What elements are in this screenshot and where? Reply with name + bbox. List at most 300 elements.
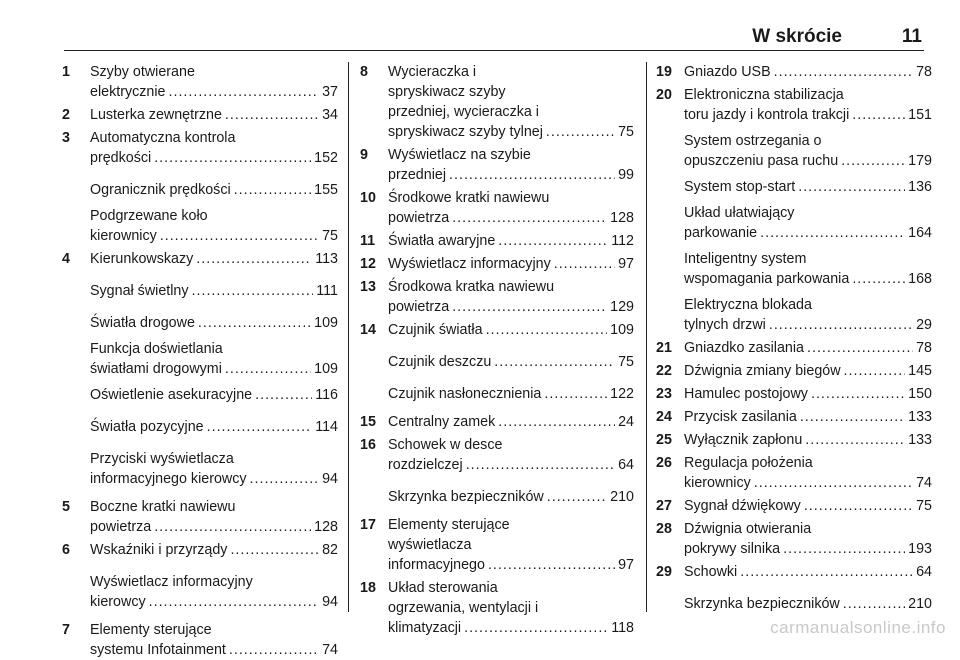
dot-leader <box>494 352 615 372</box>
entry-line: Układ ułatwiający <box>684 205 795 221</box>
entry-line: przedniej, wycieraczka i <box>388 104 539 120</box>
page-reference[interactable]: 97 <box>618 557 634 573</box>
dot-leader <box>250 469 320 489</box>
entry-text <box>684 594 932 614</box>
entry-text <box>388 254 634 274</box>
entry-number <box>360 487 388 507</box>
index-entry <box>656 496 932 516</box>
index-entry <box>62 540 338 560</box>
entry-reference-line <box>684 562 932 582</box>
index-entry <box>656 519 932 559</box>
entry-label: Hamulec postojowy <box>684 386 808 402</box>
entry-line: Układ sterowania <box>388 580 498 596</box>
index-entry <box>656 131 932 171</box>
entry-number: 19 <box>656 64 672 80</box>
page-reference[interactable]: 64 <box>618 457 634 473</box>
page-header <box>64 0 924 52</box>
entry-text <box>684 430 932 450</box>
dot-leader <box>488 555 615 575</box>
entry-reference-line <box>388 231 634 251</box>
index-column-1 <box>62 62 338 660</box>
entry-number: 5 <box>62 499 70 515</box>
entry-reference-line <box>388 618 634 638</box>
index-entry <box>656 203 932 243</box>
page-reference[interactable]: 74 <box>916 475 932 491</box>
entry-line: Elementy sterujące <box>90 622 212 638</box>
entry-text <box>90 105 338 125</box>
page-number: 11 <box>901 26 922 47</box>
entry-line: System ostrzegania o <box>684 133 822 149</box>
page-reference[interactable]: 94 <box>322 594 338 610</box>
entry-text <box>684 384 932 404</box>
index-entry <box>360 435 634 475</box>
entry-number: 3 <box>62 130 70 146</box>
entry-number: 2 <box>62 107 70 123</box>
index-entry <box>656 453 932 493</box>
entry-reference-line <box>388 165 634 185</box>
page-reference[interactable]: 128 <box>314 519 338 535</box>
entry-text <box>90 339 338 379</box>
dot-leader <box>546 122 615 142</box>
entry-reference-line <box>90 226 338 246</box>
entry-number: 24 <box>656 409 672 425</box>
dot-leader <box>198 313 311 333</box>
entry-reference-line <box>684 177 932 197</box>
entry-text <box>684 131 932 171</box>
column-divider <box>646 62 647 612</box>
dot-leader <box>544 384 607 404</box>
entry-label: Lusterka zewnętrzne <box>90 107 222 123</box>
index-entry <box>360 578 634 638</box>
dot-leader <box>230 540 319 560</box>
entry-number: 29 <box>656 564 672 580</box>
entry-number <box>360 384 388 404</box>
entry-text <box>684 338 932 358</box>
index-entry <box>360 352 634 372</box>
page-reference[interactable]: 210 <box>908 596 932 612</box>
entry-label: kierowcy <box>90 594 146 610</box>
entry-number: 16 <box>360 437 376 453</box>
entry-text <box>388 277 634 317</box>
entry-text <box>684 295 932 335</box>
dot-leader <box>452 297 607 317</box>
entry-line: Elementy sterujące <box>388 517 510 533</box>
dot-leader <box>225 359 311 379</box>
page-reference[interactable]: 150 <box>908 386 932 402</box>
index-entry <box>62 417 338 437</box>
entry-reference-line <box>684 338 932 358</box>
page-reference[interactable]: 109 <box>314 361 338 377</box>
entry-reference-line <box>684 384 932 404</box>
page-reference[interactable]: 75 <box>618 124 634 140</box>
index-entry <box>62 620 338 660</box>
dot-leader <box>196 249 312 269</box>
dot-leader <box>154 148 311 168</box>
entry-text <box>90 572 338 612</box>
index-entry <box>656 384 932 404</box>
entry-text <box>684 496 932 516</box>
entry-label: kierownicy <box>684 475 751 491</box>
page-reference[interactable]: 210 <box>610 489 634 505</box>
index-entry <box>360 277 634 317</box>
page-reference[interactable]: 75 <box>916 498 932 514</box>
entry-text <box>388 188 634 228</box>
entry-label: przedniej <box>388 167 447 183</box>
dot-leader <box>192 281 314 301</box>
index-column-2 <box>360 62 634 638</box>
entry-reference-line <box>90 385 338 405</box>
page-reference[interactable]: 111 <box>316 283 338 299</box>
page-reference[interactable]: 74 <box>322 642 338 658</box>
index-entry <box>656 562 932 582</box>
page-reference[interactable]: 109 <box>314 315 338 331</box>
dot-leader <box>234 180 311 200</box>
index-column-3 <box>656 62 932 614</box>
dot-leader <box>169 82 320 102</box>
dot-leader <box>498 412 615 432</box>
entry-number: 11 <box>360 233 376 249</box>
entry-line: Podgrzewane koło <box>90 208 208 224</box>
dot-leader <box>852 269 905 289</box>
dot-leader <box>466 455 615 475</box>
entry-number <box>62 449 90 489</box>
entry-reference-line <box>388 122 634 142</box>
dot-leader <box>225 105 319 125</box>
entry-reference-line <box>684 269 932 289</box>
entry-reference-line <box>90 640 338 660</box>
page-reference[interactable]: 37 <box>322 84 338 100</box>
dot-leader <box>844 361 906 381</box>
entry-text <box>684 62 932 82</box>
entry-label: Czujnik światła <box>388 322 483 338</box>
entry-reference-line <box>388 254 634 274</box>
entry-label: elektrycznie <box>90 84 166 100</box>
page-reference[interactable]: 145 <box>908 363 932 379</box>
column-divider <box>348 62 349 612</box>
dot-leader <box>769 315 913 335</box>
entry-line: Elektryczna blokada <box>684 297 812 313</box>
entry-reference-line <box>90 313 338 333</box>
entry-label: informacyjnego <box>388 557 485 573</box>
entry-line: ogrzewania, wentylacji i <box>388 600 539 616</box>
dot-leader <box>760 223 905 243</box>
page-reference[interactable]: 116 <box>315 387 338 403</box>
entry-label: toru jazdy i kontrola trakcji <box>684 107 850 123</box>
entry-reference-line <box>388 297 634 317</box>
dot-leader <box>149 592 319 612</box>
entry-label: powietrza <box>388 210 450 226</box>
entry-label: System stop-start <box>684 179 796 195</box>
header-rule <box>64 50 924 51</box>
entry-text <box>90 540 338 560</box>
entry-number: 25 <box>656 432 672 448</box>
index-entry <box>656 430 932 450</box>
index-entry <box>360 320 634 340</box>
entry-label: światłami drogowymi <box>90 361 222 377</box>
entry-text <box>90 620 338 660</box>
dot-leader <box>798 177 905 197</box>
index-entry <box>656 594 932 614</box>
entry-line: Środkowa kratka nawiewu <box>388 279 555 295</box>
dot-leader <box>804 496 913 516</box>
page-reference[interactable]: 133 <box>908 409 932 425</box>
entry-text <box>90 497 338 537</box>
page-reference[interactable]: 193 <box>908 541 932 557</box>
entry-reference-line <box>684 151 932 171</box>
entry-reference-line <box>684 430 932 450</box>
entry-number: 6 <box>62 542 70 558</box>
entry-number: 12 <box>360 256 376 272</box>
entry-line: Środkowe kratki nawiewu <box>388 190 550 206</box>
entry-number: 15 <box>360 414 376 430</box>
entry-label: Światła pozycyjne <box>90 419 204 435</box>
entry-text <box>388 320 634 340</box>
entry-label: powietrza <box>388 299 450 315</box>
index-entry <box>62 497 338 537</box>
entry-reference-line <box>684 473 932 493</box>
page-reference[interactable]: 99 <box>618 167 634 183</box>
page-reference[interactable]: 136 <box>908 179 932 195</box>
dot-leader <box>207 417 313 437</box>
page-reference[interactable]: 118 <box>611 620 634 636</box>
entry-number: 20 <box>656 87 672 103</box>
index-entry <box>656 338 932 358</box>
index-entry <box>360 62 634 142</box>
entry-label: Czujnik deszczu <box>388 354 492 370</box>
index-entry <box>360 188 634 228</box>
entry-label: Dźwignia zmiany biegów <box>684 363 841 379</box>
entry-text <box>90 385 338 405</box>
entry-reference-line <box>684 223 932 243</box>
index-entry <box>360 515 634 575</box>
entry-number <box>62 313 90 333</box>
entry-label: Skrzynka bezpieczników <box>684 596 840 612</box>
entry-label: Wyłącznik zapłonu <box>684 432 803 448</box>
page-reference[interactable]: 78 <box>916 340 932 356</box>
index-entry <box>360 254 634 274</box>
entry-label: Sygnał dźwiękowy <box>684 498 801 514</box>
entry-number <box>62 572 90 612</box>
page-reference[interactable]: 122 <box>610 386 634 402</box>
page-title: W skrócie <box>752 26 842 47</box>
entry-reference-line <box>684 407 932 427</box>
entry-label: Skrzynka bezpieczników <box>388 489 544 505</box>
entry-text <box>388 435 634 475</box>
page-reference[interactable]: 113 <box>315 251 338 267</box>
dot-leader <box>452 208 607 228</box>
page-reference[interactable]: 94 <box>322 471 338 487</box>
entry-text <box>90 249 338 269</box>
index-entry <box>656 85 932 125</box>
entry-label: kierownicy <box>90 228 157 244</box>
watermark: carmanualsonline.info <box>770 618 946 637</box>
index-entry <box>62 385 338 405</box>
page-reference[interactable]: 114 <box>315 419 338 435</box>
dot-leader <box>229 640 319 660</box>
entry-label: spryskiwacz szyby tylnej <box>388 124 543 140</box>
entry-label: wspomagania parkowania <box>684 271 850 287</box>
entry-text <box>90 128 338 168</box>
entry-text <box>388 352 634 372</box>
page-reference[interactable]: 152 <box>314 150 338 166</box>
index-entry <box>62 249 338 269</box>
entry-number: 8 <box>360 64 368 80</box>
entry-number: 17 <box>360 517 376 533</box>
entry-number <box>360 352 388 372</box>
dot-leader <box>805 430 905 450</box>
entry-reference-line <box>684 315 932 335</box>
dot-leader <box>449 165 615 185</box>
entry-label: Oświetlenie asekuracyjne <box>90 387 253 403</box>
entry-number: 18 <box>360 580 376 596</box>
entry-number: 10 <box>360 190 376 206</box>
index-entry <box>360 145 634 185</box>
entry-line: Wyświetlacz na szybie <box>388 147 531 163</box>
entry-text <box>388 412 634 432</box>
page-reference[interactable]: 164 <box>908 225 932 241</box>
entry-reference-line <box>90 281 338 301</box>
entry-reference-line <box>684 496 932 516</box>
entry-reference-line <box>90 517 338 537</box>
dot-leader <box>554 254 615 274</box>
entry-label: Kierunkowskazy <box>90 251 194 267</box>
page-reference[interactable]: 133 <box>908 432 932 448</box>
index-entry <box>62 281 338 301</box>
page-reference[interactable]: 24 <box>618 414 634 430</box>
page-reference[interactable]: 64 <box>916 564 932 580</box>
index-entry <box>656 407 932 427</box>
index-entry <box>62 62 338 102</box>
entry-line: Schowek w desce <box>388 437 503 453</box>
page-reference[interactable]: 155 <box>314 182 338 198</box>
entry-label: klimatyzacji <box>388 620 462 636</box>
entry-text <box>90 206 338 246</box>
entry-number <box>656 249 684 289</box>
page-reference[interactable]: 75 <box>618 354 634 370</box>
entry-number: 14 <box>360 322 376 338</box>
entry-reference-line <box>684 361 932 381</box>
entry-number <box>62 417 90 437</box>
entry-reference-line <box>684 594 932 614</box>
page-reference[interactable]: 112 <box>611 233 634 249</box>
entry-number: 28 <box>656 521 672 537</box>
entry-text <box>684 85 932 125</box>
entry-line: Wyświetlacz informacyjny <box>90 574 253 590</box>
dot-leader <box>740 562 913 582</box>
entry-text <box>684 519 932 559</box>
page-reference[interactable]: 97 <box>618 256 634 272</box>
entry-text <box>90 449 338 489</box>
entry-number <box>62 339 90 379</box>
index-entry <box>62 313 338 333</box>
page-reference[interactable]: 82 <box>322 542 338 558</box>
entry-label: opuszczeniu pasa ruchu <box>684 153 839 169</box>
entry-label: systemu Infotainment <box>90 642 226 658</box>
entry-label: Czujnik nasłonecznienia <box>388 386 542 402</box>
page-reference[interactable]: 29 <box>916 317 932 333</box>
entry-label: Gniazdko zasilania <box>684 340 805 356</box>
index-entry <box>62 572 338 612</box>
page-reference[interactable]: 75 <box>322 228 338 244</box>
entry-number <box>62 385 90 405</box>
entry-text <box>684 407 932 427</box>
entry-line: Boczne kratki nawiewu <box>90 499 236 515</box>
entry-reference-line <box>90 82 338 102</box>
index-entry <box>656 361 932 381</box>
entry-text <box>90 417 338 437</box>
entry-number: 4 <box>62 251 70 267</box>
page-reference[interactable]: 109 <box>610 322 634 338</box>
entry-line: wyświetlacza <box>388 537 472 553</box>
entry-reference-line <box>388 352 634 372</box>
index-entry <box>62 105 338 125</box>
dot-leader <box>774 62 913 82</box>
entry-reference-line <box>684 62 932 82</box>
entry-text <box>388 578 634 638</box>
entry-text <box>684 361 932 381</box>
page-reference[interactable]: 151 <box>908 107 932 123</box>
entry-reference-line <box>90 359 338 379</box>
entry-text <box>388 487 634 507</box>
page-reference[interactable]: 78 <box>916 64 932 80</box>
entry-number <box>656 177 684 197</box>
entry-number: 7 <box>62 622 70 638</box>
page-reference[interactable]: 179 <box>908 153 932 169</box>
dot-leader <box>154 517 311 537</box>
entry-text <box>388 231 634 251</box>
entry-reference-line <box>388 455 634 475</box>
entry-label: rozdzielczej <box>388 457 463 473</box>
entry-text <box>90 180 338 200</box>
dot-leader <box>486 320 608 340</box>
entry-text <box>388 515 634 575</box>
entry-reference-line <box>388 384 634 404</box>
entry-text <box>388 384 634 404</box>
entry-label: prędkości <box>90 150 152 166</box>
entry-reference-line <box>388 320 634 340</box>
entry-text <box>684 203 932 243</box>
entry-line: Wycieraczka i <box>388 64 477 80</box>
entry-label: Wyświetlacz informacyjny <box>388 256 551 272</box>
entry-line: Funkcja doświetlania <box>90 341 223 357</box>
entry-line: Automatyczna kontrola <box>90 130 236 146</box>
entry-text <box>684 177 932 197</box>
entry-text <box>388 62 634 142</box>
entry-number: 9 <box>360 147 368 163</box>
entry-number <box>656 203 684 243</box>
entry-reference-line <box>90 540 338 560</box>
page-reference[interactable]: 129 <box>610 299 634 315</box>
entry-text <box>684 562 932 582</box>
dot-leader <box>783 539 905 559</box>
entry-label: tylnych drzwi <box>684 317 766 333</box>
dot-leader <box>498 231 608 251</box>
index-entry <box>360 231 634 251</box>
entry-reference-line <box>90 105 338 125</box>
dot-leader <box>807 338 913 358</box>
page-reference[interactable]: 34 <box>322 107 338 123</box>
index-entry <box>656 177 932 197</box>
entry-line: Elektroniczna stabilizacja <box>684 87 844 103</box>
entry-label: pokrywy silnika <box>684 541 781 557</box>
page-reference[interactable]: 128 <box>610 210 634 226</box>
index-entry <box>62 449 338 489</box>
entry-number <box>62 206 90 246</box>
dot-leader <box>547 487 607 507</box>
page-reference[interactable]: 168 <box>908 271 932 287</box>
entry-label: Wskaźniki i przyrządy <box>90 542 228 558</box>
entry-number <box>62 281 90 301</box>
